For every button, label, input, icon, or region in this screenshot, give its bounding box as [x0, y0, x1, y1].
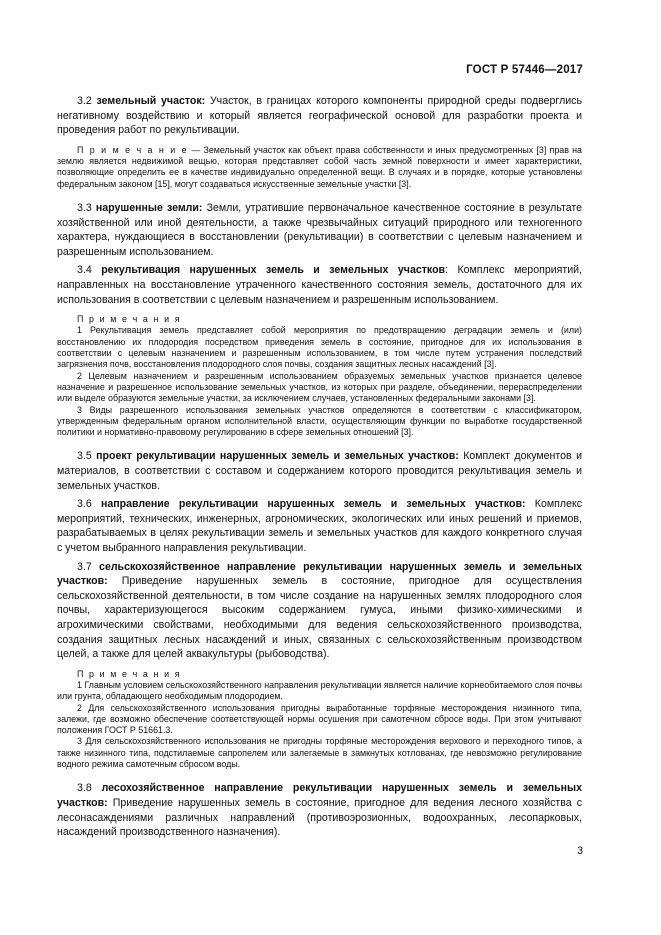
document-header: ГОСТ Р 57446—2017: [466, 64, 583, 76]
note-text: — Земельный участок как объект права собственности и иных предусмотренных [3] прав на землю является недвижимой вещью, которая представляет собой часть земной поверхности и имеет характеристики, позволяющие определить ее в качестве индивидуально определенной вещи. В случаях и в порядке, которые установлены федеральным законом [15], могут создаваться искусственные земельные участки [3].: [57, 144, 582, 189]
term-definition: Комплекс мероприятий, технических, инженерных, агрономических, экологических или иных решений и приемов, разрабатываемых в целях рекультивации земель и земельных участков для каждого конкретного случая с учетом выбранного направления рекультивации.: [57, 498, 583, 554]
term-3-4: [57, 263, 582, 307]
term-definition: : Комплекс мероприятий, направленных на восстановление утраченного качественного состояния земель, достаточного для их использования в соответствии с целевым назначением и разрешенным использованием.: [57, 264, 582, 306]
notes-label-3-7: П р и м е ч а н и я: [77, 668, 182, 679]
term-number: 3.2: [77, 95, 92, 107]
notes-label-3-4: П р и м е ч а н и я: [77, 314, 182, 325]
term-definition: Земли, утратившие первоначальное качественное состояние в результате хозяйственной или иной деятельности, а также чрезвычайных ситуаций природного или техногенного характера, нуждающиеся в восстановлении (рекультивации) в соответствии с целевым назначением и разрешенным использованием.: [57, 201, 582, 258]
term-3-7: [57, 560, 582, 662]
term-name: нарушенные земли:: [95, 201, 203, 214]
term-number: 3.7: [77, 560, 92, 573]
term-name: проект рекультивации нарушенных земель и земельных участков:: [96, 450, 459, 463]
term-name: земельный участок:: [96, 95, 206, 107]
note-3-4-1: 1 Рекультивация земель представляет собой мероприятия по предотвращению деградации земель и (или) восстановлению их плодородия посредством приведения земель в состояние, пригодное для их использования в соответствии с целевым назначением и разрешенным использованием, в том числе путем устранения последствий загрязнения почв, восстановления плодородного слоя почвы, создания защитных лесных насаждений [3].: [57, 325, 582, 370]
term-name: сельскохозяйственное направление рекультивации нарушенных земель и земельных участков:: [57, 560, 583, 588]
document-body: [57, 94, 582, 840]
term-number: 3.8: [77, 782, 92, 795]
note-3-4-3: 3 Виды разрешенного использования земельных участков определяются в соответствии с классификатором, утвержденным федеральным органом исполнительной власти, осуществляющим функции по выработке государственной политики и нормативно-правовому регулированию в сфере земельных отношений [3].: [57, 404, 582, 438]
note-label: П р и м е ч а н и е: [77, 144, 189, 155]
term-definition: Приведение нарушенных земель в состояние, пригодное для осуществления сельскохозяйственной деятельности, в том числе создание на нарушенных землях плодородного слоя почвы, характеризующегося высоким содержанием гумуса, иными физико-химическими и агрохимическими свойствами, необходимыми для ведения сельскохозяйственного производства, создания защитных лесных насаждений и иных, связанных с сельскохозяйственным производством целей, а также для целей аквакультуры (рыбоводства).: [57, 575, 582, 661]
term-3-6: [57, 497, 582, 555]
note-3-4-2: 2 Целевым назначением и разрешенным использованием образуемых земельных участков признается целевое назначение и разрешенное использование земельных участков, из которых при разделе, объединении, перераспределении или выделе образуются земельные участки, за исключением случаев, установленных федеральными законами [3].: [57, 370, 582, 404]
term-number: 3.3: [77, 201, 92, 214]
term-number: 3.4: [77, 264, 92, 277]
term-3-5: [57, 449, 582, 493]
note-3-7-1: 1 Главным условием сельскохозяйственного направления рекультивации является наличие корнеобитаемого слоя почвы или грунта, обладающего необходимым плодородием.: [57, 680, 582, 702]
term-3-3: [57, 201, 582, 259]
term-definition: Комплект документов и материалов, в соответствии с составом и содержанием которого проводится рекультивация земель и земельных участков.: [57, 450, 582, 492]
term-definition: Участок, в границах которого компоненты природной среды подверглись негативному воздействию и который является географической основой для разработки проекта и проведения работ по рекультивации.: [57, 95, 582, 137]
note-3-2: [57, 145, 582, 190]
term-number: 3.6: [77, 498, 92, 511]
term-name: рекультивация нарушенных земель и земельных участков: [101, 264, 446, 277]
note-3-7-2: 2 Для сельскохозяйственного использования пригодны выработанные торфяные месторождения низинного типа, залежи, где возможно обеспечение соответствующей нормы осушения при самотечном сбросе воды. При этом учитывают положения ГОСТ Р 51661.3.: [57, 702, 582, 736]
term-name: лесохозяйственное направление рекультивации нарушенных земель и земельных участков:: [57, 782, 582, 809]
page-number: 3: [577, 845, 583, 857]
term-3-2: [57, 94, 582, 138]
term-definition: Приведение нарушенных земель в состояние, пригодное для ведения лесного хозяйства с лесонасаждениями различных направлений (противоэрозионных, водоохранных, лесопарковых, насаждений производственного назначения).: [57, 796, 582, 839]
note-3-7-3: 3 Для сельскохозяйственного использования не пригодны торфяные месторождения верхового и переходного типов, а также низинного типа, подстилаемые сапропелем или залегаемые в замкнутых котлованах, где невозможно регулирование водного режима самотечным сбросом воды.: [57, 736, 582, 770]
term-number: 3.5: [77, 450, 92, 463]
term-3-8: [57, 781, 582, 839]
term-name: направление рекультивации нарушенных земель и земельных участков:: [100, 498, 526, 511]
